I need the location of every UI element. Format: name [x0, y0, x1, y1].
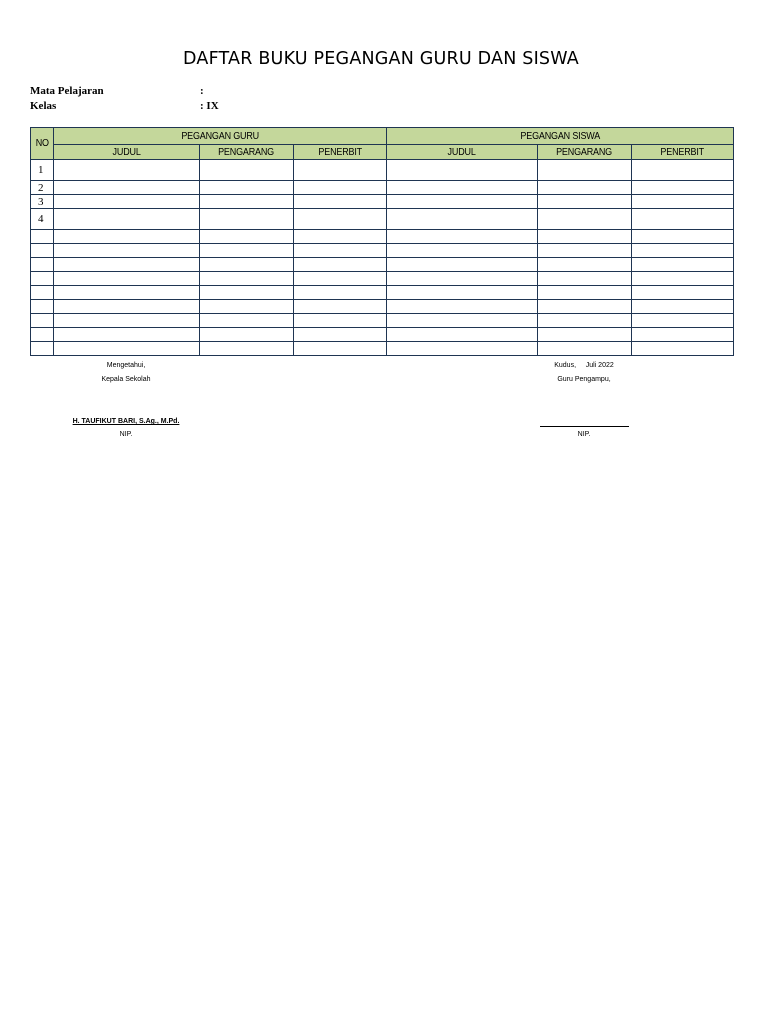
cell[interactable] [538, 160, 632, 181]
student-publisher-header: PENERBIT [632, 145, 734, 160]
books-table [30, 127, 734, 356]
cell[interactable] [54, 230, 200, 244]
cell[interactable] [200, 272, 294, 286]
cell[interactable] [387, 244, 538, 258]
cell[interactable] [294, 244, 387, 258]
table-row [31, 300, 734, 314]
teacher-author-header: PENGARANG [200, 145, 294, 160]
table-row [31, 342, 734, 356]
cell[interactable] [294, 314, 387, 328]
cell[interactable] [632, 328, 734, 342]
cell[interactable] [200, 258, 294, 272]
row-number [31, 272, 54, 286]
cell[interactable] [538, 244, 632, 258]
cell[interactable] [54, 314, 200, 328]
cell[interactable] [632, 286, 734, 300]
teacher-group-header: PEGANGAN GURU [54, 128, 387, 145]
cell[interactable] [632, 314, 734, 328]
table-row [31, 286, 734, 300]
cell[interactable] [54, 342, 200, 356]
cell[interactable] [294, 258, 387, 272]
row-number: 1 [31, 160, 54, 181]
cell[interactable] [200, 300, 294, 314]
cell[interactable] [54, 258, 200, 272]
cell[interactable] [54, 244, 200, 258]
cell[interactable] [538, 286, 632, 300]
cell[interactable] [294, 160, 387, 181]
cell[interactable] [538, 342, 632, 356]
row-number [31, 286, 54, 300]
cell[interactable] [632, 230, 734, 244]
cell[interactable] [294, 195, 387, 209]
table-row [31, 272, 734, 286]
principal-nip: NIP. [119, 431, 133, 438]
cell[interactable] [632, 209, 734, 230]
cell[interactable] [538, 181, 632, 195]
cell[interactable] [387, 328, 538, 342]
table-row [31, 244, 734, 258]
cell[interactable] [294, 286, 387, 300]
cell[interactable] [54, 328, 200, 342]
table-row [31, 181, 734, 195]
page-title: DAFTAR BUKU PEGANGAN GURU DAN SISWA [183, 49, 579, 69]
row-number [31, 328, 54, 342]
teacher-nip: NIP. [577, 431, 591, 438]
cell[interactable] [387, 195, 538, 209]
row-number: 2 [31, 181, 54, 195]
table-row [31, 328, 734, 342]
cell[interactable] [387, 342, 538, 356]
student-title-header: JUDUL [387, 145, 538, 160]
cell[interactable] [54, 181, 200, 195]
cell[interactable] [200, 314, 294, 328]
cell[interactable] [200, 328, 294, 342]
table-row [31, 314, 734, 328]
teacher-publisher-header: PENERBIT [294, 145, 387, 160]
cell[interactable] [54, 209, 200, 230]
row-number: 3 [31, 195, 54, 209]
cell[interactable] [632, 160, 734, 181]
row-number [31, 230, 54, 244]
cell[interactable] [387, 300, 538, 314]
row-number [31, 258, 54, 272]
no-header: NO [31, 128, 54, 160]
cell[interactable] [632, 342, 734, 356]
table-row [31, 195, 734, 209]
cell[interactable] [387, 160, 538, 181]
table-row [31, 209, 734, 230]
table-body [31, 160, 734, 356]
cell[interactable] [200, 342, 294, 356]
row-number [31, 342, 54, 356]
table-row [31, 230, 734, 244]
row-number [31, 244, 54, 258]
cell[interactable] [294, 230, 387, 244]
cell[interactable] [387, 272, 538, 286]
teacher-title-header: JUDUL [54, 145, 200, 160]
cell[interactable] [538, 300, 632, 314]
cell[interactable] [54, 300, 200, 314]
cell[interactable] [538, 272, 632, 286]
cell[interactable] [200, 244, 294, 258]
cell[interactable] [54, 195, 200, 209]
cell[interactable] [200, 160, 294, 181]
cell[interactable] [54, 286, 200, 300]
cell[interactable] [294, 300, 387, 314]
cell[interactable] [294, 272, 387, 286]
cell[interactable] [538, 195, 632, 209]
class-value: : IX [200, 100, 219, 112]
cell[interactable] [294, 181, 387, 195]
cell[interactable] [200, 286, 294, 300]
row-number [31, 314, 54, 328]
cell[interactable] [632, 272, 734, 286]
cell[interactable] [632, 258, 734, 272]
row-number: 4 [31, 209, 54, 230]
cell[interactable] [294, 328, 387, 342]
cell[interactable] [387, 209, 538, 230]
row-number [31, 300, 54, 314]
cell[interactable] [200, 209, 294, 230]
cell[interactable] [387, 286, 538, 300]
cell[interactable] [387, 181, 538, 195]
cell[interactable] [387, 258, 538, 272]
cell[interactable] [538, 230, 632, 244]
cell[interactable] [538, 314, 632, 328]
cell[interactable] [200, 181, 294, 195]
cell[interactable] [632, 195, 734, 209]
cell[interactable] [538, 209, 632, 230]
subject-label: Mata Pelajaran [30, 85, 104, 97]
teacher-title: Guru Pengampu, [557, 376, 611, 383]
principal-name: H. TAUFIKUT BARI, S.Ag., M.Pd. [72, 418, 180, 425]
cell[interactable] [387, 230, 538, 244]
acknowledged-label: Mengetahui, [106, 362, 146, 369]
cell[interactable] [538, 328, 632, 342]
cell[interactable] [54, 272, 200, 286]
cell[interactable] [632, 181, 734, 195]
cell[interactable] [200, 195, 294, 209]
student-author-header: PENGARANG [538, 145, 632, 160]
principal-title: Kepala Sekolah [101, 376, 151, 383]
class-label: Kelas [30, 100, 57, 112]
cell[interactable] [632, 244, 734, 258]
cell[interactable] [387, 314, 538, 328]
table-row [31, 258, 734, 272]
cell[interactable] [632, 300, 734, 314]
subject-value: : [200, 85, 204, 97]
cell[interactable] [538, 258, 632, 272]
place-date: Kudus, Juli 2022 [554, 362, 614, 369]
cell[interactable] [54, 160, 200, 181]
cell[interactable] [294, 209, 387, 230]
table-row [31, 160, 734, 181]
cell[interactable] [294, 342, 387, 356]
student-group-header: PEGANGAN SISWA [387, 128, 734, 145]
teacher-signature-line [540, 426, 629, 427]
cell[interactable] [200, 230, 294, 244]
